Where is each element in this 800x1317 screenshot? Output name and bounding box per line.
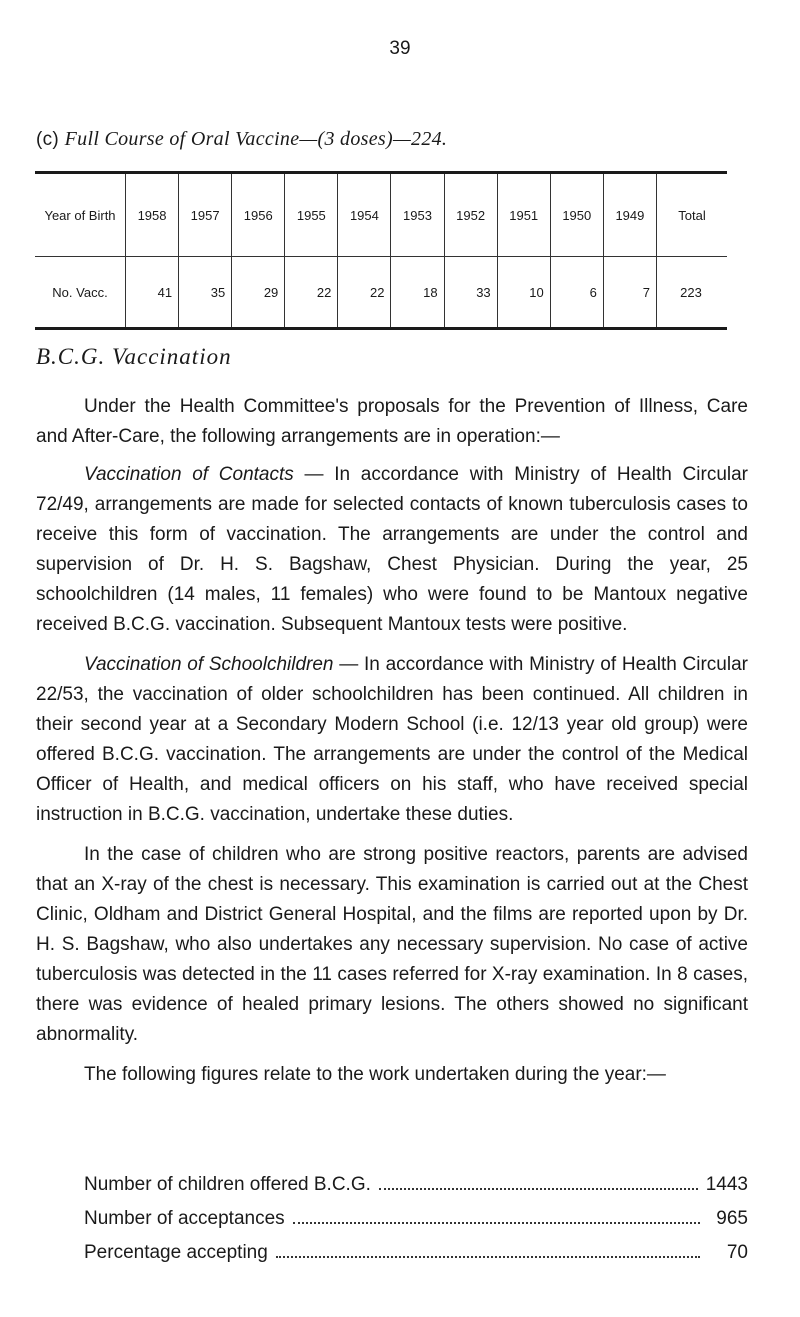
section-c-heading bbox=[36, 128, 447, 151]
stat-value: 965 bbox=[716, 1208, 748, 1229]
bcg-intro: Under the Health Committee's proposals for the Prevention of Illness, Care and After-Care, the following arrangements are in operation:— bbox=[36, 396, 748, 447]
table-cell: 10 bbox=[497, 257, 550, 329]
section-c-prefix: (c) bbox=[36, 129, 60, 150]
table-cell: 18 bbox=[391, 257, 444, 329]
schoolchildren-paragraph bbox=[36, 650, 748, 830]
stat-label: Number of children offered B.C.G. bbox=[84, 1174, 371, 1195]
bcg-body bbox=[36, 392, 748, 1100]
leader-dots bbox=[293, 1222, 700, 1224]
stat-value: 70 bbox=[726, 1242, 748, 1263]
leader-dots bbox=[379, 1188, 698, 1190]
oral-vaccine-table bbox=[35, 171, 727, 330]
page-number: 39 bbox=[389, 38, 411, 59]
table-cell: 41 bbox=[126, 257, 179, 329]
schoolchildren-text: — In accordance with Ministry of Health Circular 22/53, the vaccination of older schoolchildren has been continued. All children in their second year at a Secondary Modern School (i.e. 12/13 year old group) were offered B.C.G. vaccination. The arrangements are under the control of the Medical Officer of Health, and medical officers on his staff, who have received special instruction in B.C.G. vaccination, undertake these duties. bbox=[36, 654, 748, 825]
table-cell: 22 bbox=[338, 257, 391, 329]
stat-row bbox=[84, 1242, 748, 1276]
leader-dots bbox=[276, 1256, 700, 1258]
table-values-row bbox=[35, 257, 727, 329]
schoolchildren-subheading: Vaccination of Schoolchildren bbox=[84, 654, 334, 675]
stat-row bbox=[84, 1208, 748, 1242]
table-cell: 6 bbox=[550, 257, 603, 329]
col-header: 1952 bbox=[444, 173, 497, 257]
col-header: 1954 bbox=[338, 173, 391, 257]
col-header: 1955 bbox=[285, 173, 338, 257]
contacts-text: — In accordance with Ministry of Health Circular 72/49, arrangements are made for selected contacts of known tuberculosis cases to receive this form of vaccination. The arrangements are under the control and supervision of Dr. H. S. Bagshaw, Chest Physician. During the year, 25 schoolchildren (14 males, 11 females) who were found to be Mantoux negative received B.C.G. vaccination. Subsequent Mantoux tests were positive. bbox=[36, 464, 748, 635]
table-header-row bbox=[35, 173, 727, 257]
col-header: 1949 bbox=[603, 173, 656, 257]
col-header: 1953 bbox=[391, 173, 444, 257]
col-header: 1950 bbox=[550, 173, 603, 257]
stat-label: Number of acceptances bbox=[84, 1208, 285, 1229]
reactors-paragraph: In the case of children who are strong positive reactors, parents are advised that an X-ray of the chest is necessary. This examination is carried out at the Chest Clinic, Oldham and District General Hospital, and the films are reported upon by Dr. H. S. Bagshaw, who also undertakes any necessary supervision. No case of active tuberculosis was detected in the 11 cases referred for X-ray examination. In 8 cases, there was evidence of healed primary lesions. The others showed no significant abnormality. bbox=[36, 844, 748, 1045]
bcg-statistics bbox=[84, 1174, 748, 1276]
row-header-vacc: No. Vacc. bbox=[35, 257, 126, 329]
stat-label: Percentage accepting bbox=[84, 1242, 268, 1263]
contacts-paragraph bbox=[36, 460, 748, 640]
section-c-title: Full Course of Oral Vaccine—(3 doses) bbox=[64, 128, 393, 150]
table-cell: 22 bbox=[285, 257, 338, 329]
stat-value: 1443 bbox=[705, 1174, 748, 1195]
contacts-subheading: Vaccination of Contacts bbox=[84, 464, 294, 485]
section-c-total: —224. bbox=[392, 128, 448, 150]
table-cell-total: 223 bbox=[657, 257, 728, 329]
figures-intro: The following figures relate to the work undertaken during the year:— bbox=[84, 1064, 666, 1085]
col-header: 1958 bbox=[126, 173, 179, 257]
col-header: 1951 bbox=[497, 173, 550, 257]
table-cell: 35 bbox=[179, 257, 232, 329]
col-header: 1956 bbox=[232, 173, 285, 257]
col-header: 1957 bbox=[179, 173, 232, 257]
table-cell: 29 bbox=[232, 257, 285, 329]
row-header-year: Year of Birth bbox=[44, 207, 116, 223]
table-cell: 33 bbox=[444, 257, 497, 329]
col-header-total: Total bbox=[657, 173, 728, 257]
bcg-heading: B.C.G. Vaccination bbox=[36, 344, 232, 369]
table-cell: 7 bbox=[603, 257, 656, 329]
stat-row bbox=[84, 1174, 748, 1208]
